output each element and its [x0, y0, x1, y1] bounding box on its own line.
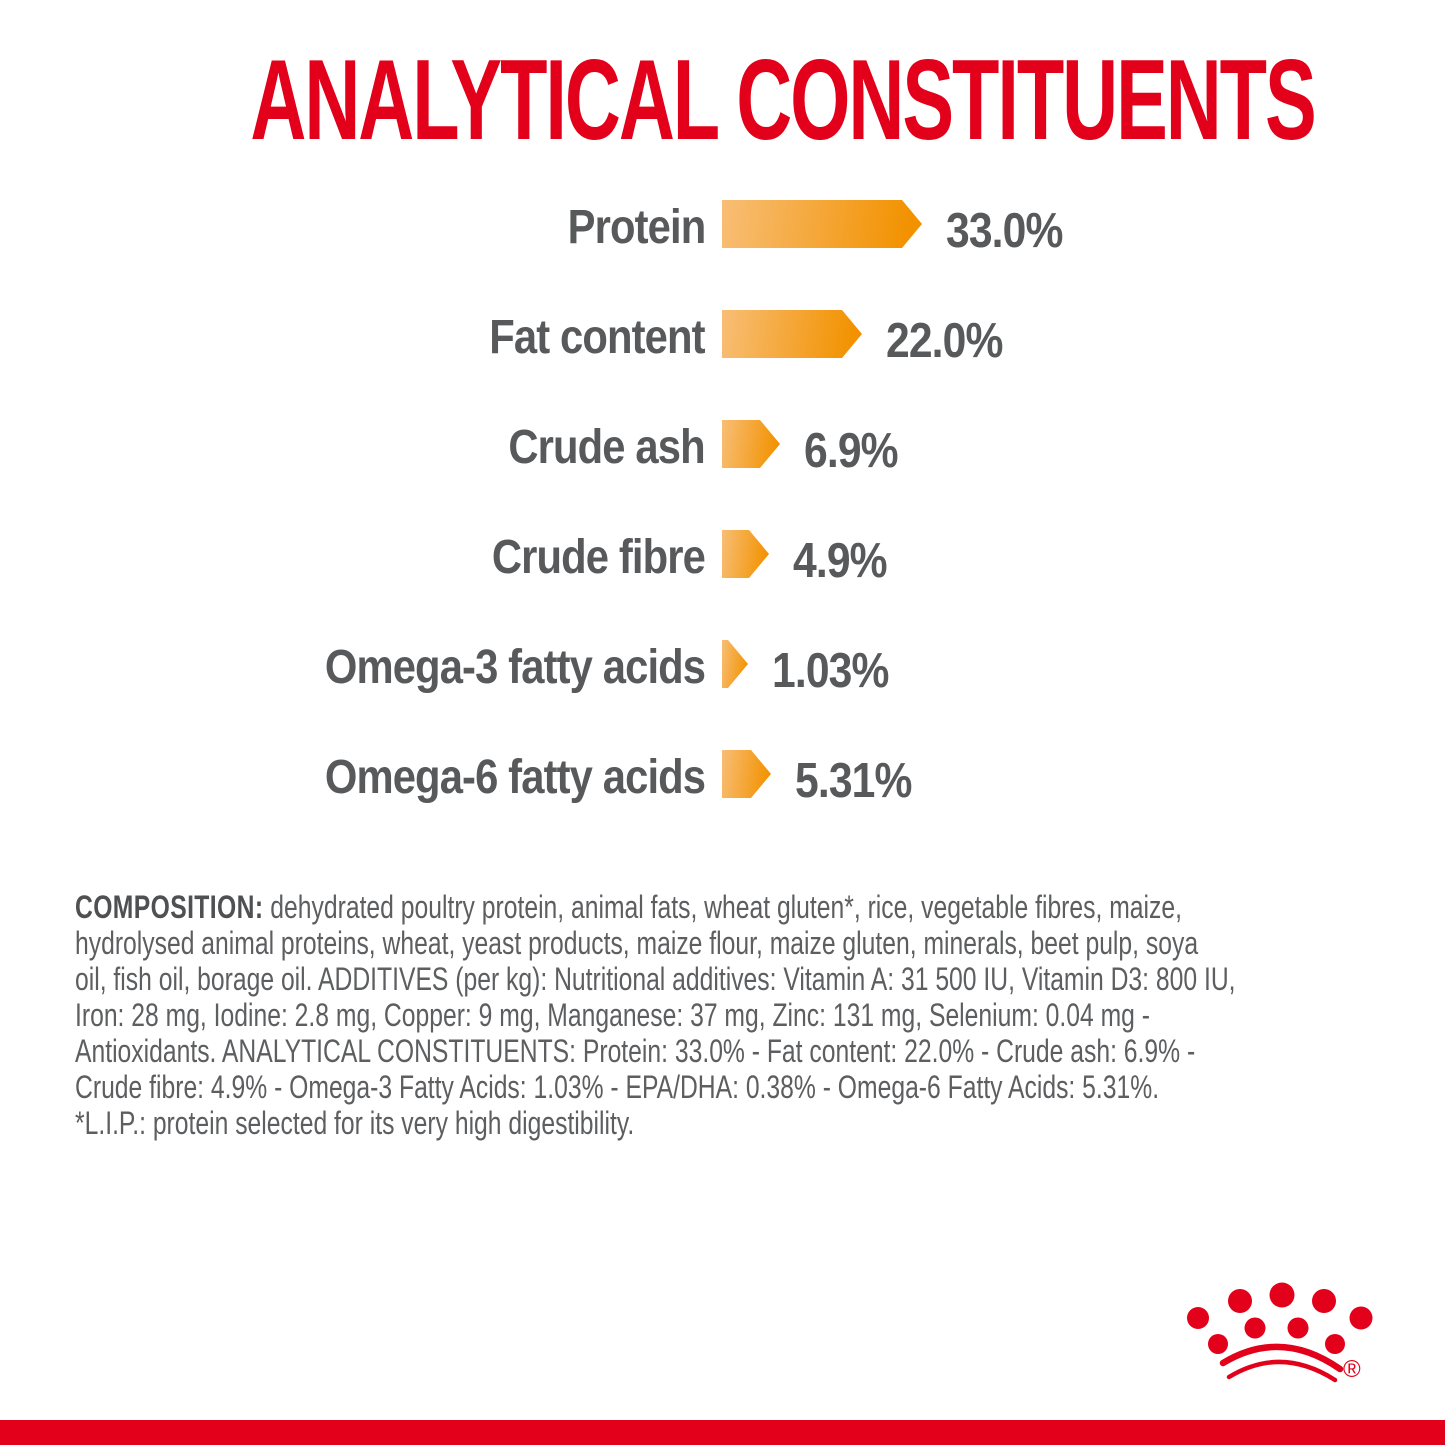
- chart-row-omega-3: [0, 640, 1445, 698]
- bar-label: Omega-3 fatty acids: [324, 641, 705, 694]
- bar-arrow: [722, 420, 780, 468]
- bar-value: 33.0%: [946, 204, 1063, 258]
- composition-line: oil, fish oil, borage oil. ADDITIVES (per kg): Nutritional additives: Vitamin A: 31 500 IU, Vitamin D3: 800 IU,: [75, 961, 1236, 997]
- bar-label: Fat content: [489, 311, 705, 364]
- crown-arcs: [1223, 1347, 1340, 1380]
- page-title-text: ANALYTICAL CONSTITUENTS: [250, 37, 1315, 164]
- composition-line: *L.I.P.: protein selected for its very high digestibility.: [75, 1105, 635, 1141]
- royal-canin-crown-logo: [1183, 1266, 1405, 1398]
- bar-arrow: [722, 310, 862, 358]
- bar-arrow: [722, 530, 769, 578]
- composition-line: Iron: 28 mg, Iodine: 2.8 mg, Copper: 9 mg, Manganese: 37 mg, Zinc: 131 mg, Selenium: 0.04 mg -: [75, 997, 1151, 1033]
- composition-text-block: [75, 889, 1236, 1141]
- bar-value: 4.9%: [793, 534, 887, 588]
- bar-arrow: [722, 200, 922, 248]
- bar-value: 5.31%: [795, 754, 912, 808]
- bar-value: 1.03%: [772, 644, 889, 698]
- chart-row-omega-6: [0, 750, 1445, 808]
- bar-value: 22.0%: [886, 314, 1003, 368]
- chart-row-fat-content: [0, 310, 1445, 368]
- composition-line: Antioxidants. ANALYTICAL CONSTITUENTS: Protein: 33.0% - Fat content: 22.0% - Crude ash: 6.9% -: [75, 1033, 1196, 1069]
- crown-dots: [1187, 1283, 1373, 1355]
- bar-label: Protein: [567, 201, 705, 254]
- bar-arrow: [722, 750, 771, 798]
- bar-arrow: [722, 640, 748, 688]
- chart-row-crude-fibre: [0, 530, 1445, 588]
- bar-label: Omega-6 fatty acids: [324, 751, 705, 804]
- registered-trademark-symbol: ®: [1343, 1356, 1361, 1383]
- composition-line: COMPOSITION: dehydrated poultry protein, animal fats, wheat gluten*, rice, vegetable fibres, maize,: [75, 889, 1182, 925]
- chart-row-crude-ash: [0, 420, 1445, 478]
- composition-line: Crude fibre: 4.9% - Omega-3 Fatty Acids: 1.03% - EPA/DHA: 0.38% - Omega-6 Fatty Acids: 5.31%.: [75, 1069, 1160, 1105]
- chart-row-protein: [0, 200, 1445, 258]
- bar-label: Crude ash: [508, 421, 705, 474]
- composition-heading: COMPOSITION:: [75, 889, 264, 925]
- bar-label: Crude fibre: [491, 531, 705, 584]
- bottom-red-bar: [0, 1420, 1445, 1445]
- bar-value: 6.9%: [804, 424, 898, 478]
- composition-line: hydrolysed animal proteins, wheat, yeast products, maize flour, maize gluten, minerals, beet pulp, soya: [75, 925, 1199, 961]
